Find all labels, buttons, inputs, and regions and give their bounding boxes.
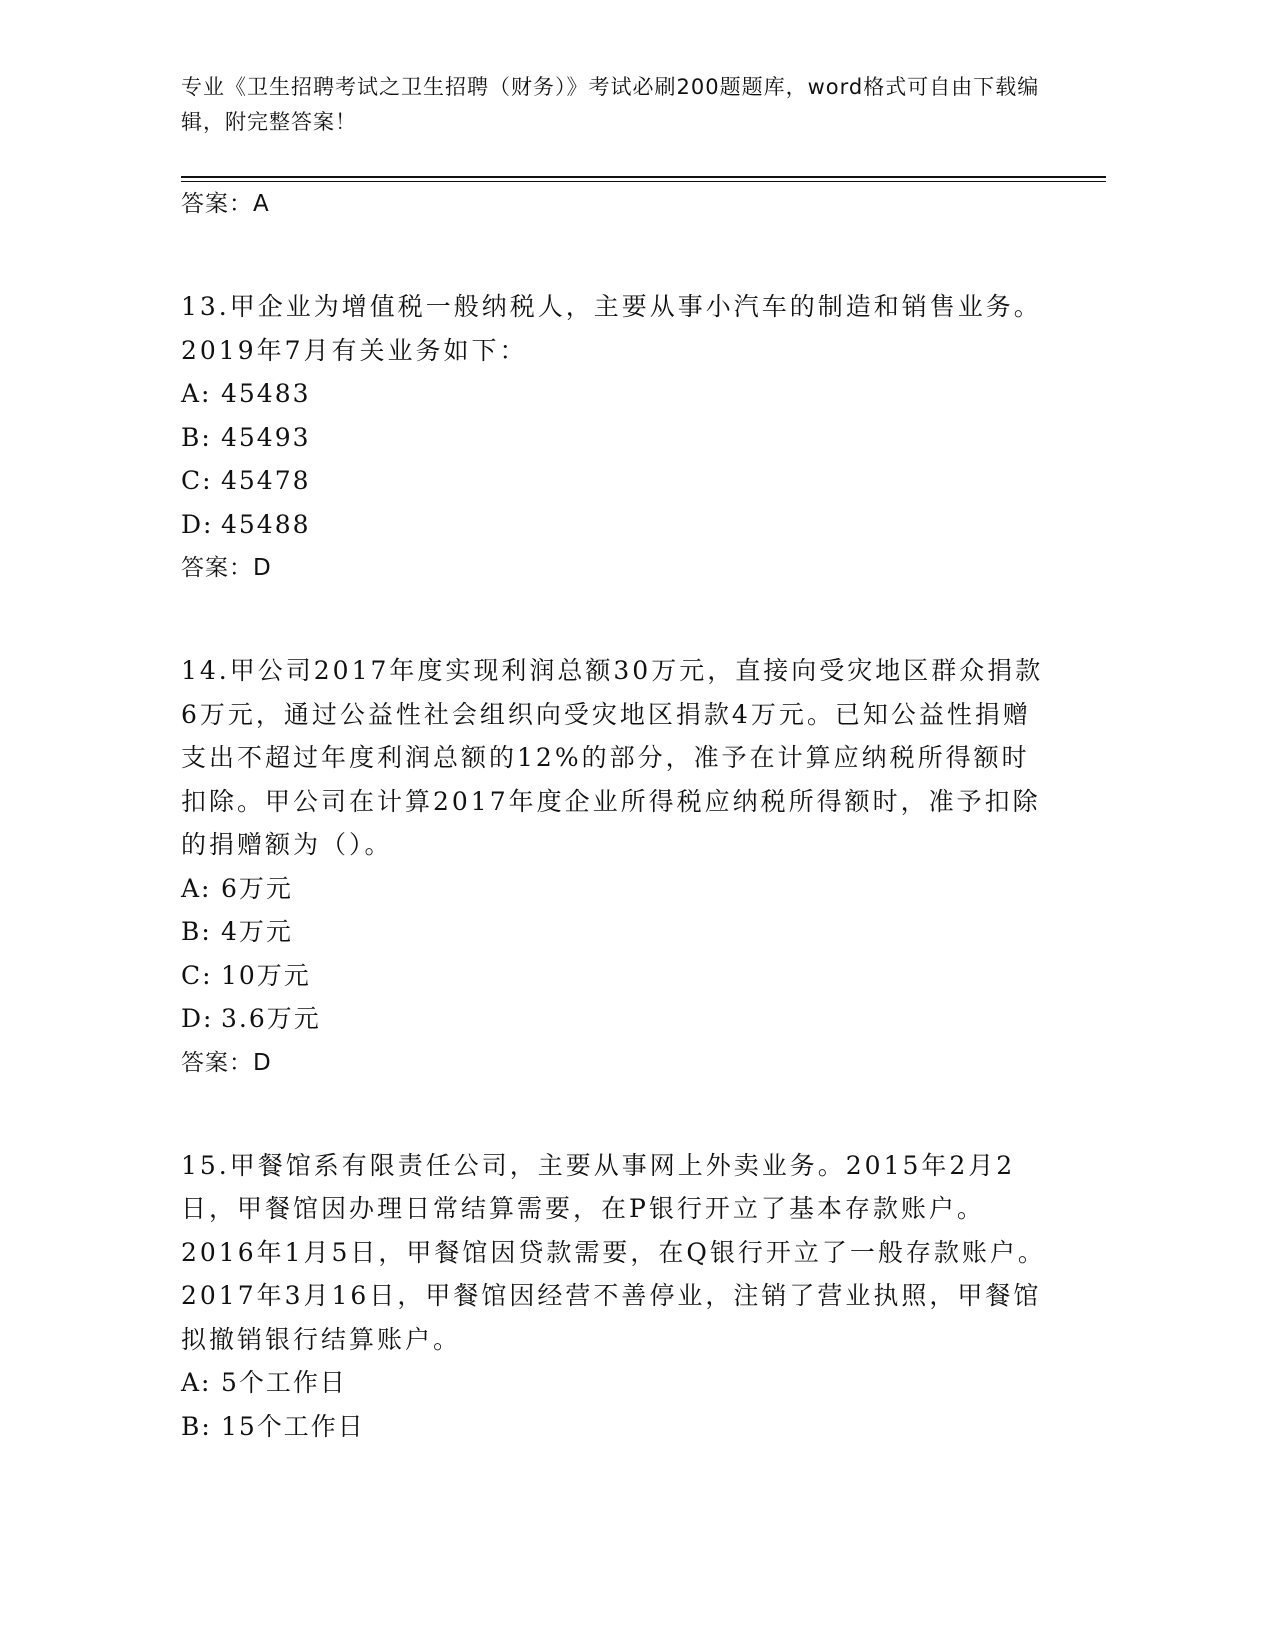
answer-line <box>181 546 1051 590</box>
option-letter: B: <box>181 422 212 452</box>
answer-value: D <box>253 1049 272 1076</box>
option-text: 10万元 <box>221 960 311 990</box>
option-letter: A: <box>181 379 212 408</box>
option-d <box>181 503 1051 547</box>
option-letter: A: <box>181 1368 212 1397</box>
option-c <box>181 459 1051 503</box>
option-text: 6万元 <box>221 873 293 903</box>
option-text: 4万元 <box>221 917 293 946</box>
option-text: 15个工作日 <box>221 1411 365 1441</box>
question-14 <box>181 649 1051 1085</box>
option-d <box>181 997 1051 1041</box>
option-text: 45478 <box>221 466 311 495</box>
option-c <box>181 954 1051 998</box>
option-text: 45483 <box>221 379 311 408</box>
answer-label: 答案： <box>181 1049 253 1076</box>
answer-label: 答案： <box>181 191 253 217</box>
answer-line <box>181 1041 1051 1085</box>
answer-label: 答案： <box>181 555 253 581</box>
option-a <box>181 1361 1051 1405</box>
option-text: 3.6万元 <box>221 1004 321 1033</box>
option-letter: C: <box>181 466 213 495</box>
question-stem: 15.甲餐馆系有限责任公司，主要从事网上外卖业务。2015年2月2日，甲餐馆因办理日常结算需要，在P银行开立了基本存款账户。2016年1月5日，甲餐馆因贷款需要，在Q银行开立了一般存款账户。2017年3月16日，甲餐馆因经营不善停业，注销了营业执照，甲餐馆拟撤销银行结算账户。 <box>181 1150 1046 1354</box>
option-text: 45488 <box>221 509 311 539</box>
option-letter: C: <box>181 960 213 990</box>
option-a <box>181 867 1051 911</box>
option-letter: D: <box>181 509 214 539</box>
page-header: 专业《卫生招聘考试之卫生招聘（财务）》考试必刷200题题库，word格式可自由下载编辑，附完整答案！ <box>181 75 1040 134</box>
answer-line <box>181 182 1051 226</box>
answer-value: A <box>253 191 270 217</box>
option-b <box>181 1405 1051 1449</box>
question-15 <box>181 1144 1051 1449</box>
question-13 <box>181 285 1051 590</box>
option-text: 45493 <box>221 422 311 452</box>
question-stem: 14.甲公司2017年度实现利润总额30万元，直接向受灾地区群众捐款6万元，通过公益性社会组织向受灾地区捐款4万元。已知公益性捐赠支出不超过年度利润总额的12%的部分，准予在计算应纳税所得额时扣除。甲公司在计算2017年度企业所得税应纳税所得额时，准予扣除的捐赠额为（）。 <box>181 656 1044 859</box>
option-b <box>181 416 1051 460</box>
option-letter: A: <box>181 873 212 903</box>
question-stem: 13.甲企业为增值税一般纳税人，主要从事小汽车的制造和销售业务。2019年7月有关业务如下： <box>181 292 1042 365</box>
header-divider <box>181 176 1106 178</box>
option-text: 5个工作日 <box>221 1368 347 1397</box>
question-list <box>181 180 1051 1448</box>
option-letter: B: <box>181 1411 212 1441</box>
option-a <box>181 372 1051 416</box>
option-letter: B: <box>181 917 212 946</box>
option-letter: D: <box>181 1004 214 1033</box>
answer-value: D <box>253 555 272 581</box>
option-b <box>181 910 1051 954</box>
